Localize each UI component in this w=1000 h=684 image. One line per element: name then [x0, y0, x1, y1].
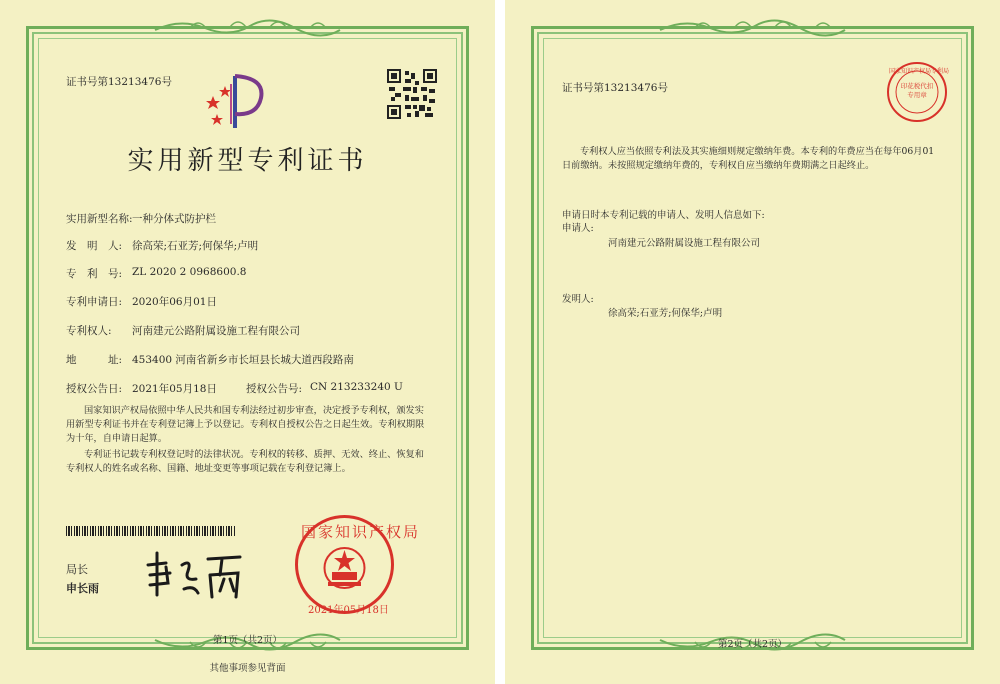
- certificate-title: 实用新型专利证书: [127, 146, 368, 176]
- decorative-inner-border: [543, 38, 962, 638]
- page-number: 第2页（共2页）: [717, 639, 788, 650]
- qr-code-icon: [387, 69, 437, 119]
- applicant-label: 申请人:: [562, 223, 594, 234]
- row-label: 实用新型名称:: [66, 213, 133, 225]
- row-label: 专 利 号:: [66, 268, 123, 280]
- address-value: 453400 河南省新乡市长垣县长城大道西段路南: [132, 354, 354, 366]
- patentee-value: 河南建元公路附属设施工程有限公司: [132, 325, 300, 337]
- director-signature-icon: [140, 545, 250, 605]
- stamp-center-text: 印花税代扣专用章: [900, 82, 934, 99]
- row-label: 地 址:: [66, 354, 123, 366]
- applicant-info-intro: 申请日时本专利记载的申请人、发明人信息如下:: [562, 210, 765, 221]
- inventor-label: 发明人:: [562, 294, 594, 305]
- grant-statement-paragraph: 国家知识产权局依照中华人民共和国专利法经过初步审查，决定授予专利权，颁发实用新型专利证书并在专利登记簿上予以登记。专利权自授权公告之日起生效。专利权期限为十年，自申请日起算。: [66, 405, 425, 444]
- director-title: 局长: [66, 563, 88, 576]
- filing-date-value: 2020年06月01日: [132, 296, 217, 308]
- publication-number-value: CN 213233240 U: [310, 381, 403, 393]
- seal-text: 国家知识产权局: [301, 523, 421, 541]
- footer-note: 其他事项参见背面: [209, 663, 286, 674]
- director-name: 申长雨: [66, 582, 99, 595]
- patent-number-value: ZL 2020 2 0968600.8: [132, 266, 247, 278]
- inventors-value: 徐高荣;石亚芳;何保华;卢明: [132, 240, 259, 252]
- utility-model-name: 一种分体式防护栏: [132, 213, 216, 225]
- page-number: 第1页（共2页）: [212, 635, 283, 646]
- inventor-value: 徐高荣;石亚芳;何保华;卢明: [608, 308, 723, 319]
- row-label: 发 明 人:: [66, 240, 123, 252]
- row-label: 授权公告日:: [66, 383, 123, 395]
- publication-number-label: 授权公告号:: [246, 383, 303, 395]
- legal-status-paragraph: 专利证书记载专利权登记时的法律状况。专利权的转移、质押、无效、终止、恢复和专利权人的姓名或名称、国籍、地址变更等事项记载在专利登记簿上。: [66, 449, 424, 474]
- stamp-outer-text: 国家知识产权局专利局: [889, 68, 950, 75]
- row-label: 专利申请日:: [66, 296, 123, 308]
- cnipa-logo-icon: [205, 66, 265, 132]
- certificate-number: 证书号第13213476号: [66, 76, 172, 88]
- certificate-page-2: [505, 0, 1000, 684]
- grant-date-value: 2021年05月18日: [132, 383, 217, 395]
- row-label: 专利权人:: [66, 325, 112, 337]
- seal-date: 2021年05月18日: [308, 605, 389, 616]
- applicant-value: 河南建元公路附属设施工程有限公司: [608, 238, 761, 249]
- barcode-icon: [66, 526, 236, 536]
- annual-fee-paragraph: 专利权人应当依照专利法及其实施细则规定缴纳年费。本专利的年费应当在每年06月01日前缴纳。未按照规定缴纳年费的，专利权自应当缴纳年费期满之日起终止。: [562, 146, 935, 171]
- vine-ornament-top-icon: [150, 16, 345, 38]
- certificate-number: 证书号第13213476号: [562, 82, 668, 94]
- certificate-page-1: [0, 0, 495, 684]
- vine-ornament-top-icon: [655, 16, 850, 38]
